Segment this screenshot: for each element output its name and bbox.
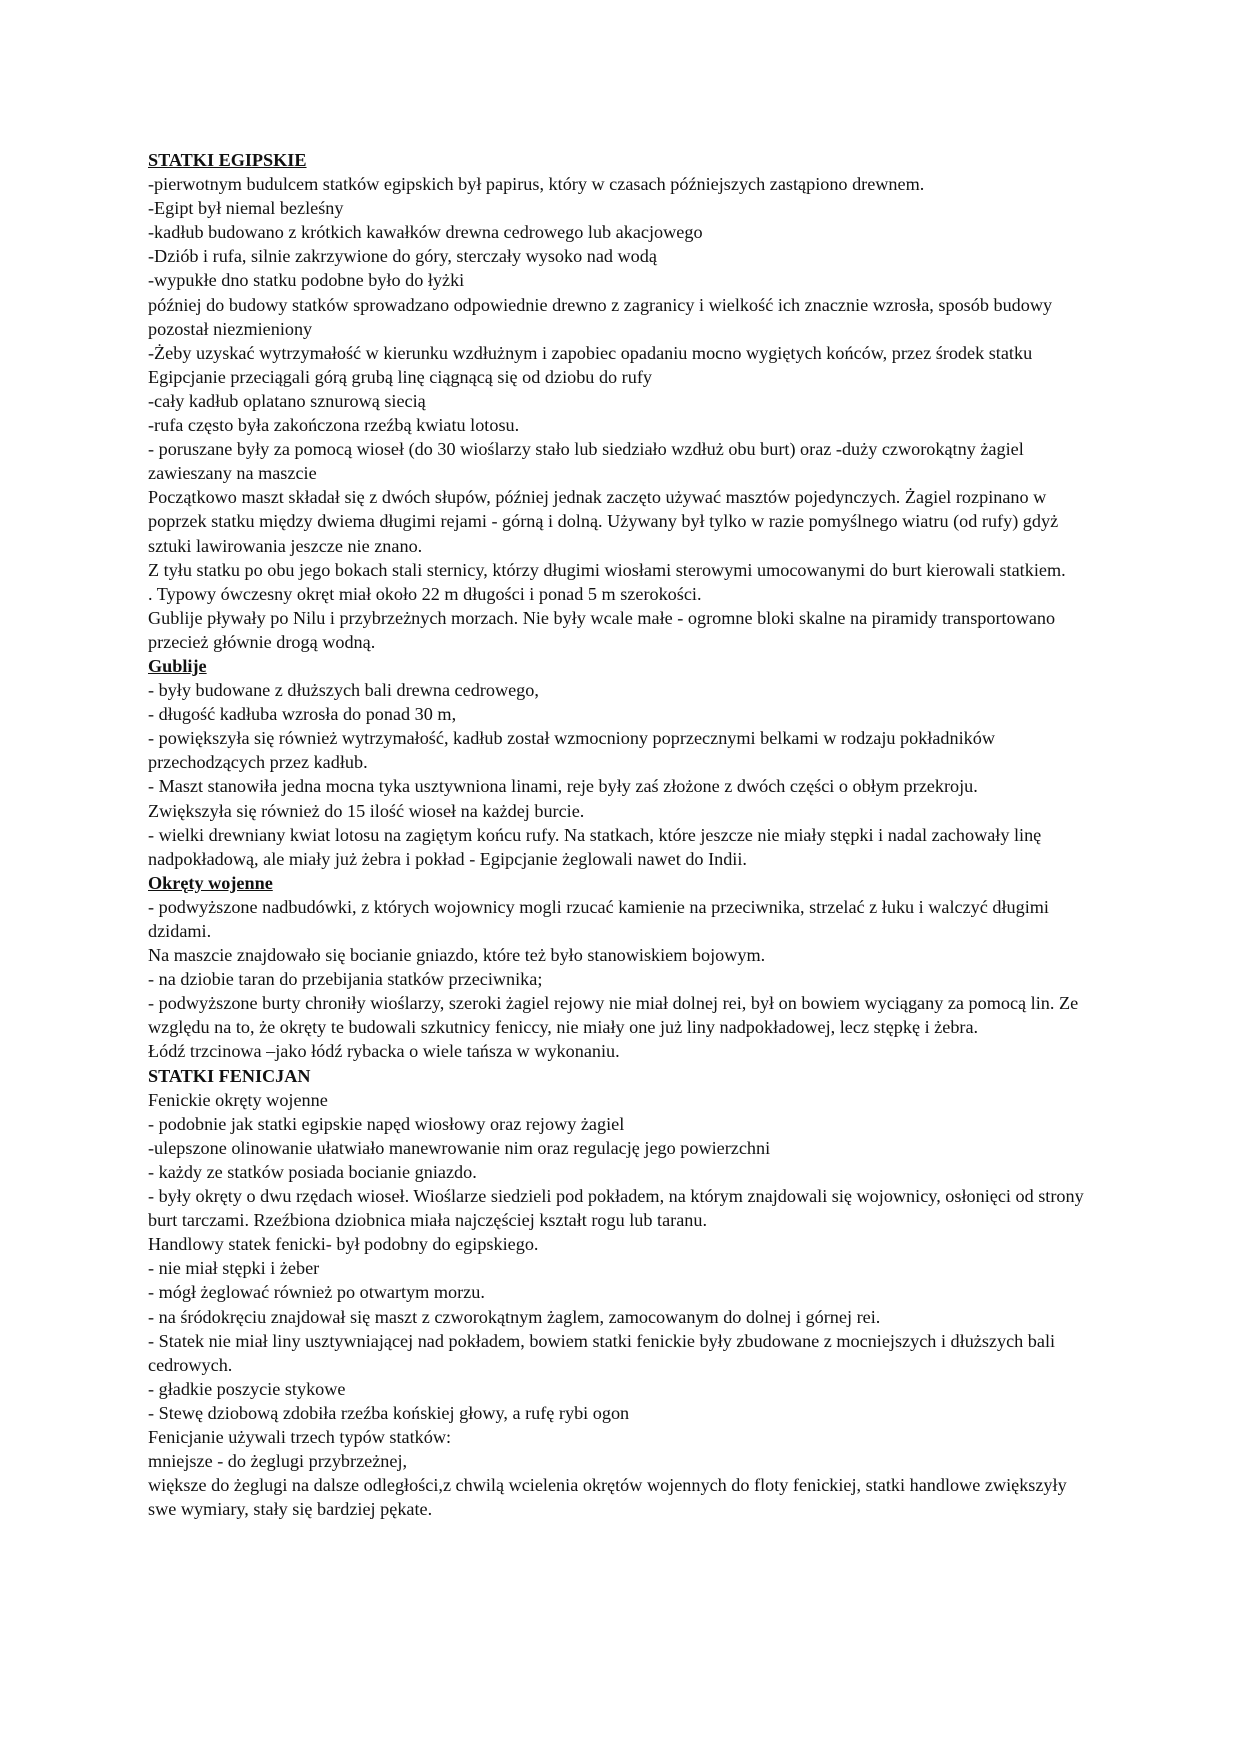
- text-line: -kadłub budowano z krótkich kawałków drewna cedrowego lub akacjowego: [148, 222, 703, 243]
- text-line: - mógł żeglować również po otwartym morzu.: [148, 1282, 485, 1303]
- text-line: Gublije pływały po Nilu i przybrzeżnych morzach. Nie były wcale małe - ogromne bloki skalne na piramidy transportowano przecież głównie drogą wodną.: [148, 607, 1056, 652]
- text-line: Fenickie okręty wojenne: [148, 1089, 328, 1110]
- text-line: - Stewę dziobową zdobiła rzeźba końskiej głowy, a rufę rybi ogon: [148, 1402, 630, 1423]
- text-line: - każdy ze statków posiada bocianie gniazdo.: [148, 1161, 477, 1182]
- text-line: Zwiększyła się również do 15 ilość wioseł na każdej burcie.: [148, 800, 585, 821]
- section-heading: STATKI FENICJAN: [148, 1065, 311, 1086]
- text-line: - gładkie poszycie stykowe: [148, 1378, 346, 1399]
- text-line: -Egipt był niemal bezleśny: [148, 198, 344, 219]
- text-line: - były okręty o dwu rzędach wioseł. Wioślarze siedzieli pod pokładem, na którym znajdowali się wojownicy, osłonięci od strony burt tarczami. Rzeźbiona dziobnica miała najczęściej kształt rogu lub taranu.: [148, 1186, 1084, 1231]
- text-line: mniejsze - do żeglugi przybrzeżnej,: [148, 1451, 408, 1472]
- text-line: większe do żeglugi na dalsze odległości,z chwilą wcielenia okrętów wojennych do floty fenickiej, statki handlowe zwiększyły swe wymiary, stały się bardziej pękate.: [148, 1475, 1067, 1520]
- text-line: - na dziobie taran do przebijania statków przeciwnika;: [148, 969, 543, 990]
- section-heading: Okręty wojenne: [148, 872, 273, 893]
- text-line: Z tyłu statku po obu jego bokach stali sternicy, którzy długimi wiosłami sterowymi umocowanymi do burt kierowali statkiem.: [148, 559, 1066, 580]
- text-line: później do budowy statków sprowadzano odpowiednie drewno z zagranicy i wielkość ich znacznie wzrosła, sposób budowy pozostał niezmieniony: [148, 294, 1053, 339]
- section-heading: STATKI EGIPSKIE: [148, 150, 307, 170]
- text-line: - Maszt stanowiła jedna mocna tyka usztywniona linami, reje były zaś złożone z dwóch części o obłym przekroju.: [148, 776, 978, 797]
- text-line: Łódź trzcinowa –jako łódź rybacka o wiele tańsza w wykonaniu.: [148, 1041, 620, 1062]
- text-line: - na śródokręciu znajdował się maszt z czworokątnym żaglem, zamocowanym do dolnej i górnej rei.: [148, 1306, 881, 1327]
- text-line: -rufa często była zakończona rzeźbą kwiatu lotosu.: [148, 415, 520, 436]
- text-line: -cały kadłub oplatano sznurową siecią: [148, 390, 426, 411]
- text-line: - wielki drewniany kwiat lotosu na zagiętym końcu rufy. Na statkach, które jeszcze nie miały stępki i nadal zachowały linę nadpokładową, ale miały już żebra i pokład - Egipcjanie żeglowali nawet do Indii.: [148, 824, 1042, 869]
- text-line: - Statek nie miał liny usztywniającej nad pokładem, bowiem statki fenickie były zbudowane z mocniejszych i dłuższych bali cedrowych.: [148, 1330, 1056, 1375]
- text-line: Na maszcie znajdowało się bocianie gniazdo, które też było stanowiskiem bojowym.: [148, 945, 766, 966]
- text-line: Początkowo maszt składał się z dwóch słupów, później jednak zaczęto używać masztów pojedynczych. Żagiel rozpinano w poprzek statku między dwiema długimi rejami - górną i dolną. Używany był tylko w razie pomyślnego wiatru (od rufy) gdyż sztuki lawirowania jeszcze nie znano.: [148, 487, 1059, 556]
- text-line: - podobnie jak statki egipskie napęd wiosłowy oraz rejowy żagiel: [148, 1113, 625, 1134]
- document-page: [148, 148, 1093, 1521]
- text-line: - długość kadłuba wzrosła do ponad 30 m,: [148, 704, 457, 725]
- text-line: . Typowy ówczesny okręt miał około 22 m długości i ponad 5 m szerokości.: [148, 583, 702, 604]
- text-line: - poruszane były za pomocą wioseł (do 30 wioślarzy stało lub siedziało wzdłuż obu burt) oraz -duży czworokątny żagiel zawieszany na maszcie: [148, 439, 1024, 484]
- text-line: - podwyższone burty chroniły wioślarzy, szeroki żagiel rejowy nie miał dolnej rei, był on bowiem wyciągany za pomocą lin. Ze względu na to, że okręty te budowali szkutnicy feniccy, nie miały one już liny nadpokładowej, lecz stępkę i żebra.: [148, 993, 1079, 1038]
- section-heading: Gublije: [148, 655, 207, 676]
- text-line: Handlowy statek fenicki- był podobny do egipskiego.: [148, 1234, 539, 1255]
- text-line: - podwyższone nadbudówki, z których wojownicy mogli rzucać kamienie na przeciwnika, strzelać z łuku i walczyć długimi dzidami.: [148, 896, 1049, 941]
- text-line: -pierwotnym budulcem statków egipskich był papirus, który w czasach późniejszych zastąpiono drewnem.: [148, 174, 925, 195]
- text-line: Fenicjanie używali trzech typów statków:: [148, 1426, 452, 1447]
- text-line: - były budowane z dłuższych bali drewna cedrowego,: [148, 680, 539, 701]
- text-line: - powiększyła się również wytrzymałość, kadłub został wzmocniony poprzecznymi belkami w rodzaju pokładników przechodzących przez kadłub.: [148, 728, 995, 773]
- text-line: -ulepszone olinowanie ułatwiało manewrowanie nim oraz regulację jego powierzchni: [148, 1137, 771, 1158]
- text-line: -Dziób i rufa, silnie zakrzywione do góry, sterczały wysoko nad wodą: [148, 246, 657, 267]
- text-line: - nie miał stępki i żeber: [148, 1258, 320, 1279]
- text-line: -wypukłe dno statku podobne było do łyżki: [148, 270, 465, 291]
- text-line: -Żeby uzyskać wytrzymałość w kierunku wzdłużnym i zapobiec opadaniu mocno wygiętych końców, przez środek statku Egipcjanie przeciągali górą grubą linę ciągnącą się od dziobu do rufy: [148, 342, 1033, 387]
